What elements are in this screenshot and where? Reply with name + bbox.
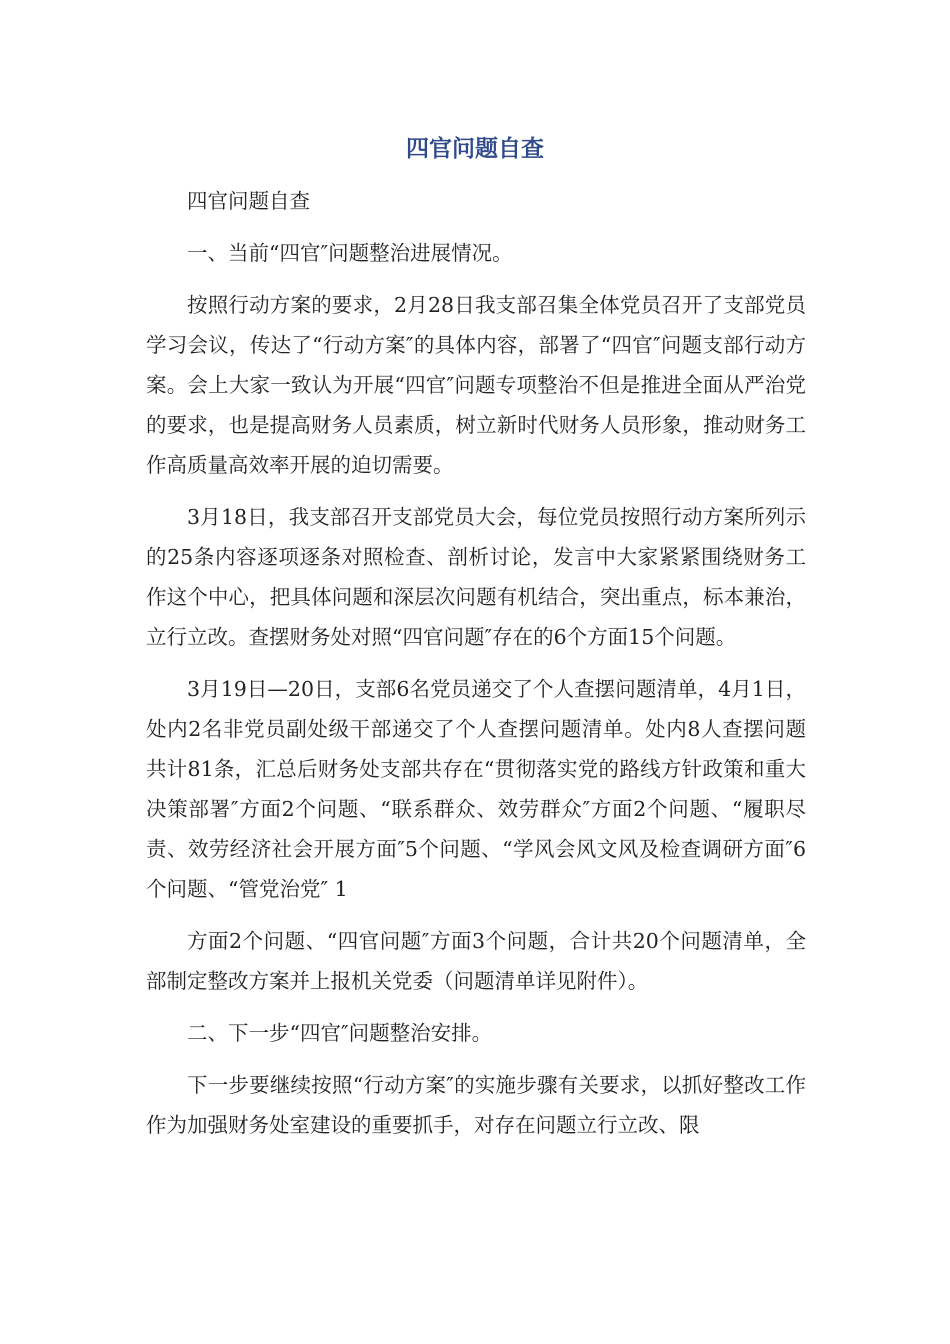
paragraph-next-steps: 下一步要继续按照“行动方案″的实施步骤有关要求，以抓好整改工作作为加强财务处室建设的重要抓手，对存在问题立行立改、限 [146, 1073, 806, 1137]
document-body [146, 181, 806, 1157]
document-title: 四官问题自查 [406, 136, 544, 162]
paragraph-subtitle: 四官问题自查 [187, 189, 310, 213]
paragraph-section-1-heading: 一、当前“四官″问题整治进展情况。 [187, 241, 513, 265]
paragraph-problem-list-submission: 3月19日—20日，支部6名党员递交了个人查摆问题清单，4月1日，处内2名非党员副处级干部递交了个人查摆问题清单。处内8人查摆问题共计81条，汇总后财务处支部共存在“贯彻落实党的路线方针政策和重大决策部署″方面2个问题、“联系群众、效劳群众″方面2个问题、“履职尽责、效劳经济社会开展方面″5个问题、“学风会风文风及检查调研方面″6个问题、“管党治党″ 1 [146, 677, 806, 901]
paragraph-party-member-assembly: 3月18日，我支部召开支部党员大会，每位党员按照行动方案所列示的25条内容逐项逐条对照检查、剖析讨论，发言中大家紧紧围绕财务工作这个中心，把具体问题和深层次问题有机结合，突出重点，标本兼治，立行立改。查摆财务处对照“四官问题″存在的6个方面15个问题。 [146, 505, 806, 649]
paragraph-problem-total: 方面2个问题、“四官问题″方面3个问题，合计共20个问题清单，全部制定整改方案并上报机关党委（问题清单详见附件）。 [146, 929, 806, 993]
paragraph-action-plan-meeting: 按照行动方案的要求，2月28日我支部召集全体党员召开了支部党员学习会议，传达了“行动方案″的具体内容，部署了“四官″问题支部行动方案。会上大家一致认为开展“四官″问题专项整治不但是推进全面从严治党的要求，也是提高财务人员素质，树立新时代财务人员形象，推动财务工作高质量高效率开展的迫切需要。 [146, 293, 806, 477]
paragraph-section-2-heading: 二、下一步“四官″问题整治安排。 [187, 1021, 493, 1045]
